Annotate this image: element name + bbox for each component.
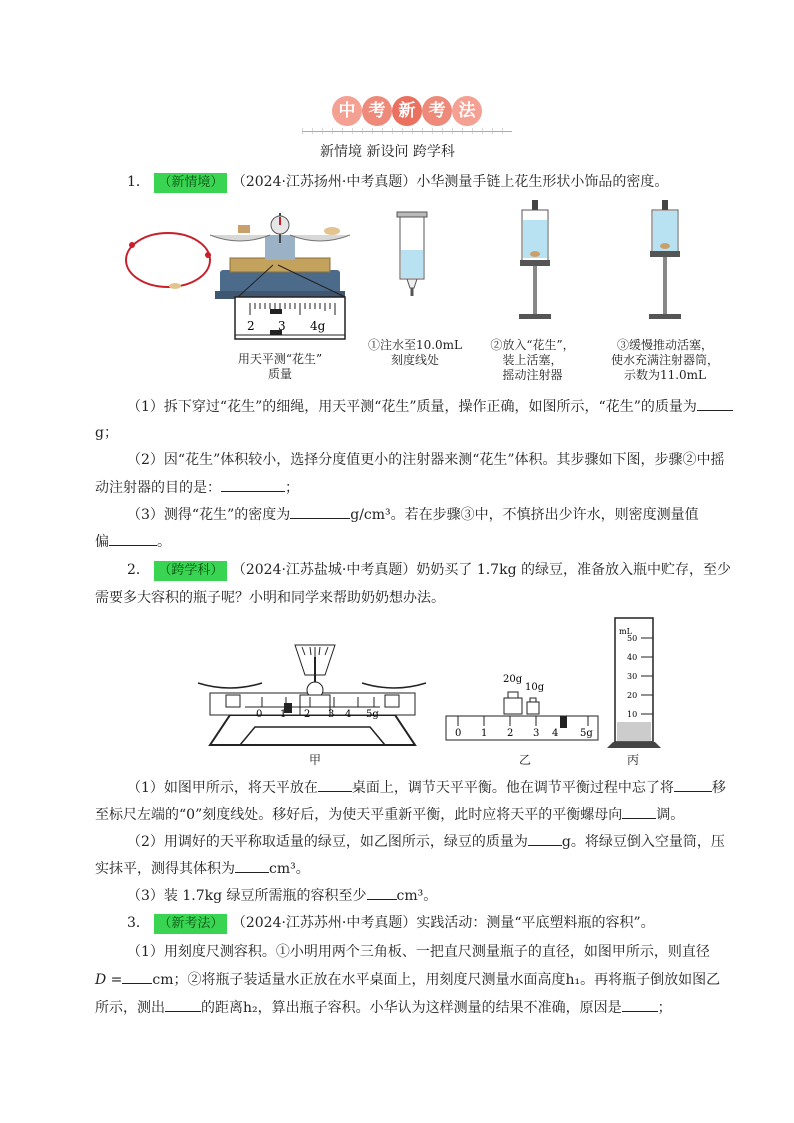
q2-cylinder-bing xyxy=(605,612,665,752)
q2-cyl-20: 20 xyxy=(627,691,638,700)
q3-blank-diameter[interactable] xyxy=(122,969,152,984)
q2-blank-mass[interactable] xyxy=(528,831,562,846)
q1-part1-text: （1）拆下穿过“花生”的细绳，用天平测“花生”质量，操作正确，如图所示，“花生”的质量为 xyxy=(127,399,697,415)
q1-intro: （2024·江苏扬州·中考真题）小华测量手链上花生形状小饰品的密度。 xyxy=(231,174,669,190)
q1-syringe-1 xyxy=(385,210,445,300)
q1-part2: （2）因“花生”体积较小，选择分度值更小的注射器来测“花生”体积。其步骤如下图，步骤②中摇 xyxy=(127,452,725,468)
header xyxy=(0,0,794,170)
q1-syringe-2 xyxy=(505,198,565,328)
q2-blank-capacity[interactable] xyxy=(367,885,397,900)
q1-part2-text2: 动注射器的目的是： xyxy=(95,480,221,496)
q1-blank-purpose[interactable] xyxy=(221,477,285,492)
q3-part1-text4: 的距离h₂，算出瓶子容积。小华认为这样测量的结果不准确，原因是 xyxy=(201,1000,622,1016)
q1-scale-label-2: 2 xyxy=(247,319,255,333)
q2-part1-text2: 桌面上，调节天平平衡。他在调节平衡过程中忘了将 xyxy=(351,780,674,796)
q3-blank-reason[interactable] xyxy=(622,997,658,1012)
q3-intro-line xyxy=(127,913,655,934)
q2-part1-text: （1）如图甲所示，将天平放在 xyxy=(127,780,318,796)
q2-yi-scale-3: 3 xyxy=(533,728,540,739)
q3-part1: （1）用刻度尺测容积。①小明用两个三角板、一把直尺测量瓶子的直径，如图甲所示，则直径 xyxy=(127,944,710,960)
q2-balance-jia xyxy=(190,635,440,755)
header-char-4: 考 xyxy=(422,96,452,126)
q1-step1-caption xyxy=(360,338,470,368)
q1-step3-line2: 使水充满注射器筒， xyxy=(610,353,719,367)
q2-yi-scale-5g: 5g xyxy=(580,728,593,739)
q1-step3-line1: ③缓慢推动活塞， xyxy=(616,338,713,352)
q2-label-jia: 甲 xyxy=(308,753,321,767)
q2-jia-scale-2: 2 xyxy=(304,709,311,720)
q1-balance-caption-line1: 用天平测“花生” xyxy=(237,352,323,366)
q2-intro2: 需要多大容积的瓶子呢？小明和同学来帮助奶奶想办法。 xyxy=(95,590,445,606)
q1-part3-text2: g/cm³。若在步骤③中，不慎挤出少许水，则密度测量值 xyxy=(350,507,699,523)
q2-cyl-40: 40 xyxy=(627,653,638,662)
q2-yi-scale-4: 4 xyxy=(552,728,559,739)
q2-intro-line xyxy=(127,560,731,581)
q2-part2-text: （2）用调好的天平称取适量的绿豆，如乙图所示，绿豆的质量为 xyxy=(127,834,528,850)
q1-step2-caption xyxy=(475,338,590,383)
q1-part1 xyxy=(127,396,733,417)
q2-part1-text3: 移 xyxy=(711,780,726,796)
q2-intro1: （2024·江苏盐城·中考真题）奶奶买了 1.7kg 的绿豆，准备放入瓶中贮存，至少 xyxy=(231,562,731,578)
q2-cyl-50: 50 xyxy=(627,634,638,643)
q1-scale-label-3: 3 xyxy=(278,319,286,333)
q2-weight-20g: 20g xyxy=(503,674,523,685)
header-divider-dots xyxy=(302,128,512,134)
q2-weight-10g: 10g xyxy=(525,682,545,693)
q1-part2-line2 xyxy=(95,477,299,498)
q2-jia-scale-4: 4 xyxy=(345,709,352,720)
q1-step1-line2: 刻度线处 xyxy=(390,353,439,367)
q2-blank-rider[interactable] xyxy=(674,777,712,792)
q2-part2-text2: g。将绿豆倒入空量筒，压 xyxy=(561,834,725,850)
q2-part3-text: （3）装 1.7kg 绿豆所需瓶的容积至少 xyxy=(127,888,367,904)
q2-cyl-10: 10 xyxy=(627,710,638,719)
peanut xyxy=(169,283,181,289)
q1-blank-mass[interactable] xyxy=(697,396,733,411)
q1-step3-line3: 示数为11.0mL xyxy=(623,368,707,382)
q3-tag: （新考法） xyxy=(154,914,227,934)
q1-step3-caption xyxy=(600,338,730,383)
q2-part1-end: 调。 xyxy=(656,807,685,823)
q3-part1-line2 xyxy=(95,969,720,990)
q1-part3-text: （3）测得“花生”的密度为 xyxy=(127,507,291,523)
q3-intro: （2024·江苏苏州·中考真题）实践活动：测量“平底塑料瓶的容积”。 xyxy=(231,915,655,931)
q1-step1-line1: ①注水至10.0mL xyxy=(367,338,463,352)
q1-balance-caption xyxy=(215,352,345,382)
q2-part2-end: cm³。 xyxy=(269,861,310,877)
q1-blank-density[interactable] xyxy=(290,504,350,519)
header-char-3: 新 xyxy=(392,96,422,126)
q2-cyl-unit: mL xyxy=(619,627,632,636)
q2-part3-end: cm³。 xyxy=(396,888,438,904)
q2-part1-line2 xyxy=(95,804,684,825)
header-char-2: 考 xyxy=(362,96,392,126)
q1-step2-line2: 装上活塞， xyxy=(502,353,563,367)
q2-tag: （跨学科） xyxy=(154,561,227,581)
q1-part3-end: 。 xyxy=(157,534,171,550)
q2-cyl-30: 30 xyxy=(627,672,638,681)
q2-label-yi: 乙 xyxy=(518,753,531,767)
q1-blank-bias[interactable] xyxy=(109,531,157,546)
q2-blank-surface[interactable] xyxy=(318,777,352,792)
header-char-1: 中 xyxy=(332,96,362,126)
q1-balance-caption-line2: 质量 xyxy=(267,367,292,381)
q1-scale-label-4g: 4g xyxy=(310,319,326,333)
q3-part1-line3 xyxy=(95,997,672,1018)
q1-tag: （新情境） xyxy=(154,173,227,193)
q1-syringe-3 xyxy=(635,198,695,328)
q2-yi-scale-2: 2 xyxy=(507,728,514,739)
q1-intro-line xyxy=(127,172,668,193)
q2-weights-yi xyxy=(440,670,605,745)
q1-part1-unit: g； xyxy=(95,425,118,441)
bracelet xyxy=(126,233,210,287)
q3-part1-var-d: D = xyxy=(95,972,123,988)
q2-label-bing: 丙 xyxy=(626,753,639,767)
q2-jia-scale-5g: 5g xyxy=(366,709,379,720)
q2-jia-scale-3: 3 xyxy=(328,709,335,720)
q2-blank-volume[interactable] xyxy=(235,858,269,873)
q2-yi-scale-0: 0 xyxy=(455,728,462,739)
header-subtitle: 新情境 新设问 跨学科 xyxy=(320,144,455,160)
q2-part2-line2 xyxy=(95,858,310,879)
q1-step2-line1: ②放入“花生”， xyxy=(490,338,575,352)
q2-jia-scale-0: 0 xyxy=(256,709,263,720)
q2-yi-scale-1: 1 xyxy=(481,728,488,739)
q2-jia-scale-1: 1 xyxy=(280,709,287,720)
q3-part1-text3: 所示，测出 xyxy=(95,1000,165,1016)
q2-part1-text4: 至标尺左端的“0”刻度线处。移好后，为使天平重新平衡，此时应将天平的平衡螺母向 xyxy=(95,807,623,823)
q2-part3 xyxy=(127,885,437,906)
q2-part1 xyxy=(127,777,726,798)
q3-part1-end: ； xyxy=(657,1000,672,1016)
q1-step2-line3: 摇动注射器 xyxy=(502,368,563,382)
q2-part2-text3: 实抹平，测得其体积为 xyxy=(95,861,235,877)
q3-number: 3． xyxy=(127,915,150,931)
q3-part1-text2: cm；②将瓶子装适量水正放在水平桌面上，用刻度尺测量水面高度h₁。再将瓶子倒放如图乙 xyxy=(152,972,721,988)
q1-part3-text3: 偏 xyxy=(95,534,109,550)
q1-part3 xyxy=(127,504,699,525)
q2-number: 2． xyxy=(127,562,150,578)
q3-blank-distance[interactable] xyxy=(165,997,201,1012)
q1-part3-line2 xyxy=(95,531,171,552)
q1-part2-end: ； xyxy=(285,480,299,496)
q2-part2 xyxy=(127,831,725,852)
q2-blank-direction[interactable] xyxy=(622,804,656,819)
q1-number: 1． xyxy=(127,174,150,190)
header-char-5: 法 xyxy=(452,96,482,126)
